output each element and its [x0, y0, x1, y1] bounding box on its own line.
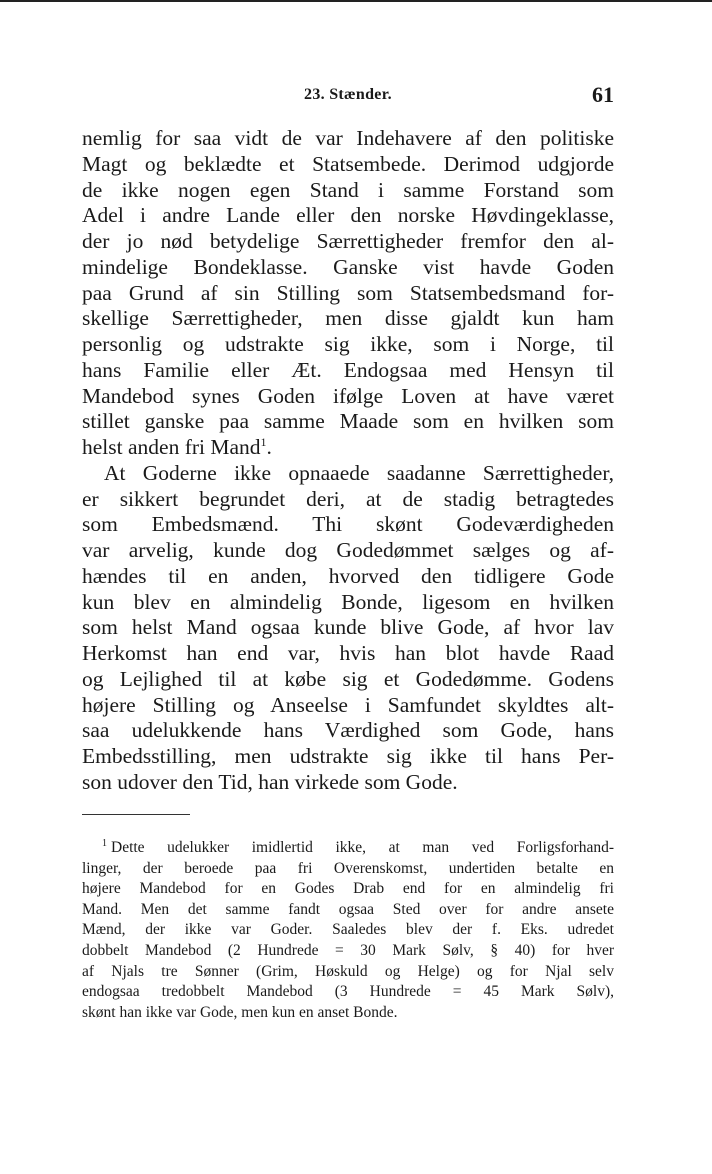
text-line: saa udelukkende hans Værdighed som Gode, hans: [82, 718, 614, 743]
text-line: helst anden fri Mand: [82, 435, 261, 459]
footnote-divider: [82, 814, 190, 815]
footnote-line: højere Mandebod for en Godes Drab end for en almindelig fri: [82, 880, 614, 898]
text-line: stillet ganske paa samme Maade som en hvilken som: [82, 409, 614, 434]
footnote-line: af Njals tre Sønner (Grim, Høskuld og Helge) og for Njal selv: [82, 962, 614, 980]
scan-top-edge: [0, 0, 712, 2]
text-line: Adel i andre Lande eller den norske Høvdingeklasse,: [82, 203, 614, 228]
text-line: personlig og udstrakte sig ikke, som i Norge, til: [82, 332, 614, 356]
text-line: som Embedsmænd. Thi skønt Godeværdigheden: [82, 512, 614, 537]
text-line: paa Grund af sin Stilling som Statsembedsmand for-: [82, 280, 614, 305]
footnote: [82, 838, 614, 1023]
text-line: At Goderne ikke opnaaede saadanne Særrettigheder,: [104, 460, 614, 485]
footnote-line: skønt han ikke var Gode, men kun en anset Bonde.: [82, 1003, 398, 1021]
footnote-line: dobbelt Mandebod (2 Hundrede = 30 Mark Sølv, § 40) for hver: [82, 941, 614, 959]
text-line: Magt og beklædte et Statsembede. Derimod udgjorde: [82, 151, 614, 176]
text-line: mindelige Bondeklasse. Ganske vist havde Goden: [82, 254, 614, 279]
paragraph-end-line: [82, 435, 614, 461]
text-line: skellige Særrettigheder, men disse gjaldt kun ham: [82, 306, 614, 331]
footnote-text: Dette udelukker imidlertid ikke, at man ved Forligsforhand-: [111, 839, 614, 856]
text-line: Embedsstilling, men udstrakte sig ikke til hans Per-: [82, 744, 614, 768]
text-line: som helst Mand ogsaa kunde blive Gode, af hvor lav: [82, 615, 614, 640]
page-header: [82, 82, 614, 110]
footnote-line: linger, der beroede paa fri Overenskomst, undertiden betalte en: [82, 859, 614, 877]
text-line: hans Familie eller Æt. Endogsaa med Hensyn til: [82, 357, 614, 382]
sentence-end: .: [266, 435, 272, 459]
text-line: Herkomst han end var, hvis han blot havde Raad: [82, 641, 614, 665]
footnote-reference[interactable]: 1: [260, 435, 267, 449]
footnote-line: Mænd, der ikke var Goder. Saaledes blev der f. Eks. udredet: [82, 921, 614, 939]
text-line: de ikke nogen egen Stand i samme Forstand som: [82, 177, 614, 202]
text-line: kun blev en almindelig Bonde, ligesom en hvilken: [82, 589, 614, 614]
running-head: 23. Stænder.: [304, 86, 392, 103]
footnote-line: Mand. Men det samme fandt ogsaa Sted over for andre ansete: [82, 900, 614, 918]
footnote-line: endogsaa tredobbelt Mandebod (3 Hundrede = 45 Mark Sølv),: [82, 983, 614, 1001]
main-text: [82, 126, 614, 796]
footnote-line: [82, 838, 614, 859]
text-line: højere Stilling og Anseelse i Samfundet skyldtes alt-: [82, 692, 614, 717]
page-number: 61: [592, 82, 614, 107]
text-line: Mandebod synes Goden ifølge Loven at have været: [82, 383, 614, 408]
text-line: nemlig for saa vidt de var Indehavere af den politiske: [82, 126, 614, 150]
text-line: der jo nød betydelige Særrettigheder fremfor den al-: [82, 229, 614, 253]
text-line: og Lejlighed til at købe sig et Godedømme. Godens: [82, 666, 614, 691]
text-line: var arvelig, kunde dog Godedømmet sælges og af-: [82, 538, 614, 562]
text-line: hændes til en anden, hvorved den tidligere Gode: [82, 563, 614, 588]
text-line: son udover den Tid, han virkede som Gode.: [82, 769, 458, 794]
text-line: er sikkert begrundet deri, at de stadig betragtedes: [82, 486, 614, 511]
footnote-mark: 1: [102, 838, 107, 849]
